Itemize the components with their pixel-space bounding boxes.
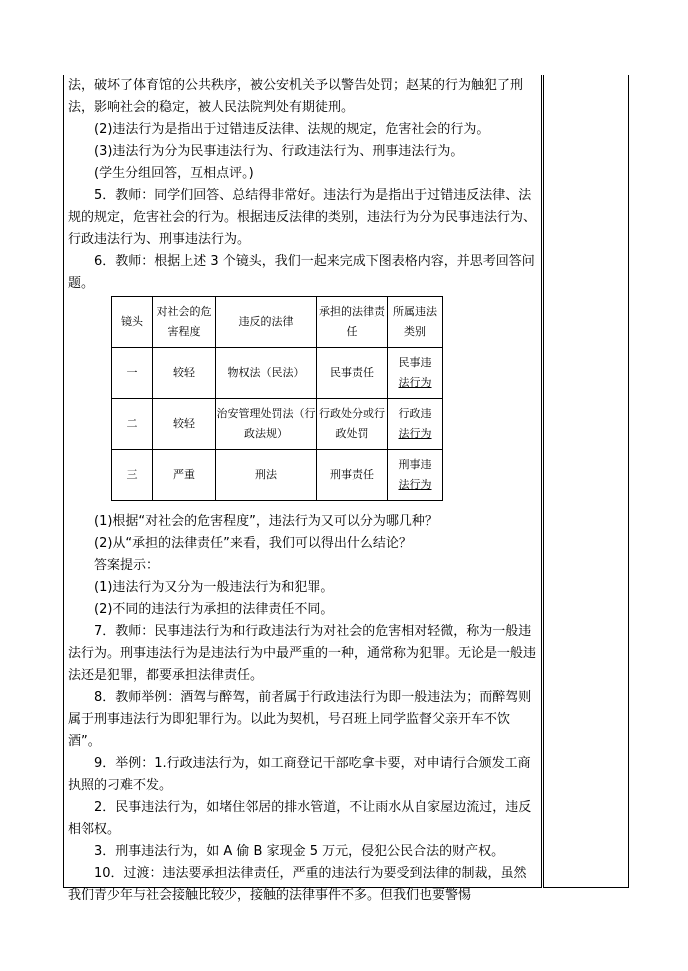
cell-liability: 刑事责任 — [317, 450, 388, 501]
cell-law: 物权法（民法） — [216, 348, 317, 399]
paragraph: 3．刑事违法行为，如 A 偷 B 家现金 5 万元，侵犯公民合法的财产权。 — [94, 844, 505, 859]
paragraph: (2)违法行为是指出于过错违反法律、法规的规定，危害社会的行为。 — [94, 122, 490, 137]
violation-classification-table — [111, 296, 443, 501]
category-bottom: 法行为 — [398, 478, 432, 491]
cell-shot: 一 — [112, 348, 153, 399]
cell-category — [388, 450, 443, 501]
paragraph: (2)不同的违法行为承担的法律责任不同。 — [94, 602, 334, 617]
category-bottom: 法行为 — [398, 376, 432, 389]
paragraph: (1)违法行为又分为一般违法行为和犯罪。 — [94, 580, 334, 595]
category-bottom: 法行为 — [398, 427, 432, 440]
table-row — [112, 450, 443, 501]
paragraph: 9．举例：1.行政违法行为，如工商登记干部吃拿卡要，对申请行合颁发工商执照的刁难不发。 — [68, 756, 531, 793]
paragraph: 8．教师举例：酒驾与醉驾，前者属于行政违法行为即一般违法为；而醉驾则属于刑事违法行为即犯罪行为。以此为契机，号召班上同学监督父亲开车不饮酒”。 — [68, 690, 532, 749]
cell-harm: 较轻 — [153, 399, 216, 450]
cell-liability: 民事责任 — [317, 348, 388, 399]
cell-law: 刑法 — [216, 450, 317, 501]
header-liability: 承担的法律责任 — [317, 297, 388, 348]
cell-category — [388, 348, 443, 399]
cell-law: 治安管理处罚法（行政法规） — [216, 399, 317, 450]
paragraph: (2)从“承担的法律责任”来看，我们可以得出什么结论？ — [94, 536, 412, 551]
notes-column-cell — [544, 75, 629, 888]
paragraph: 6．教师：根据上述 3 个镜头，我们一起来完成下图表格内容，并思考回答问题。 — [68, 254, 535, 291]
paragraph: 7．教师：民事违法行为和行政违法行为对社会的危害相对轻微，称为一般违法行为。刑事违法行为是违法行为中最严重的一种，通常称为犯罪。无论是一般违法还是犯罪，都要承担法律责任。 — [68, 624, 537, 683]
header-category: 所属违法类别 — [388, 297, 443, 348]
paragraph: 2．民事违法行为，如堵住邻居的排水管道，不让雨水从自家屋边流过，违反相邻权。 — [68, 800, 532, 837]
cell-shot: 二 — [112, 399, 153, 450]
paragraph: 法，破坏了体育馆的公共秩序，被公安机关予以警告处罚；赵某的行为触犯了刑法，影响社会的稳定，被人民法院判处有期徒刑。 — [68, 78, 524, 115]
cell-shot: 三 — [112, 450, 153, 501]
cell-harm: 严重 — [153, 450, 216, 501]
paragraphs-top — [68, 75, 538, 295]
paragraph: 答案提示： — [94, 558, 160, 573]
paragraph: (1)根据“对社会的危害程度”，违法行为又可以分为哪几种？ — [94, 514, 438, 529]
cell-harm: 较轻 — [153, 348, 216, 399]
header-shot: 镜头 — [112, 297, 153, 348]
table-header-row — [112, 297, 443, 348]
paragraph: (3)违法行为分为民事违法行为、行政违法行为、刑事违法行为。 — [94, 144, 464, 159]
table-row — [112, 399, 443, 450]
table-row — [112, 348, 443, 399]
paragraph: 5．教师：同学们回答、总结得非常好。违法行为是指出于过错违反法律、法规的规定，危害社会的行为。根据违反法律的类别，违法行为分为民事违法行为、行政违法行为、刑事违法行为。 — [68, 188, 537, 247]
header-harm: 对社会的危害程度 — [153, 297, 216, 348]
category-top: 刑事违 — [398, 458, 432, 471]
cell-liability: 行政处分或行政处罚 — [317, 399, 388, 450]
paragraph: (学生分组回答，互相点评。) — [94, 166, 254, 181]
paragraphs-bottom — [68, 511, 538, 907]
category-top: 行政违 — [398, 407, 432, 420]
header-law: 违反的法律 — [216, 297, 317, 348]
paragraph: 10．过渡：违法要承担法律责任，严重的违法行为要受到法律的制裁，虽然我们青少年与社会接触比较少，接触的法律事件不多。但我们也要警惕 — [68, 866, 527, 903]
cell-category — [388, 399, 443, 450]
category-top: 民事违 — [398, 356, 432, 369]
